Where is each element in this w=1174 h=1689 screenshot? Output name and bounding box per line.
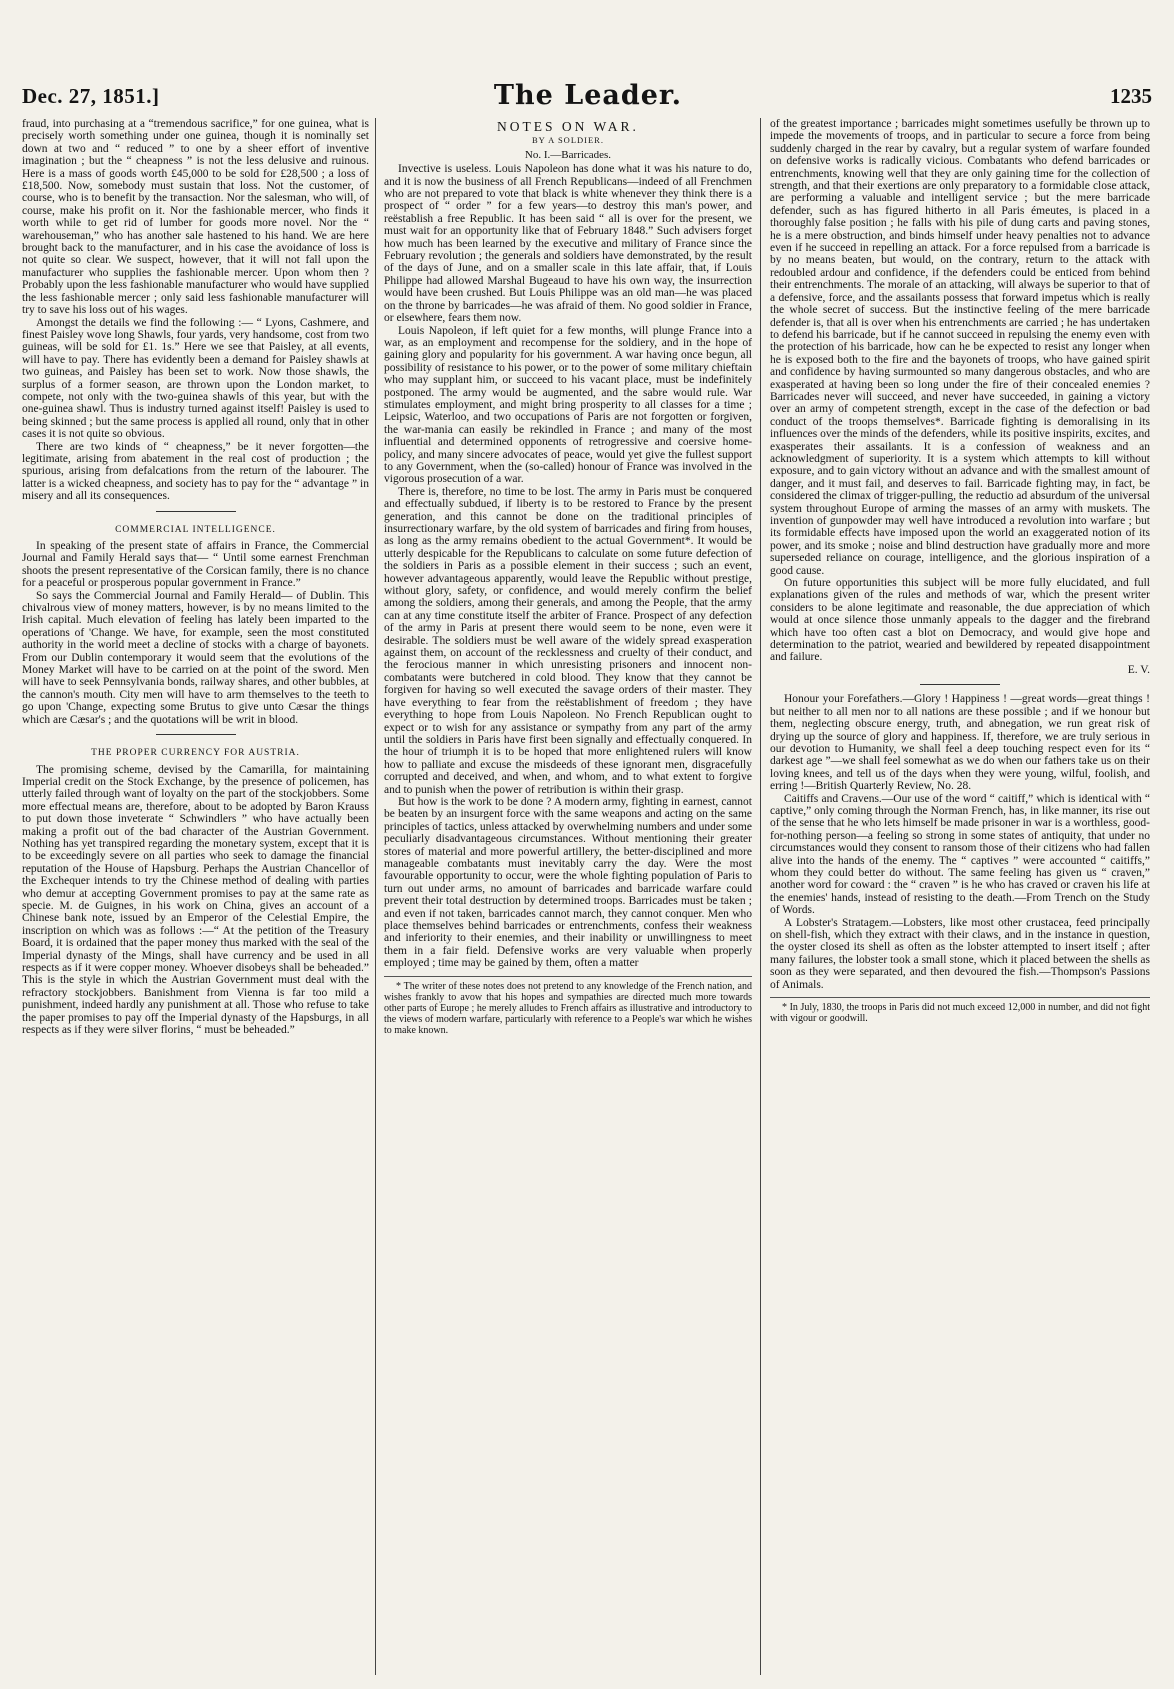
issue-date: Dec. 27, 1851.] (22, 84, 160, 108)
masthead (20, 80, 1156, 114)
paragraph: There are two kinds of “ cheapness,” be it never forgotten—the legitimate, arising from abatement in the real cost of production ; the spurious, arising from defalcations from the return of the labourer. The latter is a wicked cheapness, and society has to pay for the “ advantage ” in misery and all its consequences. (22, 440, 369, 503)
byline: BY A SOLDIER. (532, 135, 604, 146)
column-middle (375, 118, 761, 1675)
divider (156, 734, 236, 735)
page-number: 1235 (1110, 84, 1152, 108)
footnote (384, 976, 752, 1037)
paragraph: Invective is useless. Louis Napoleon has done what it was his nature to do, and it is now the business of all French Republicans—indeed of all Frenchmen who are not prepared to vote that black is white whenever they think there is a prospect of “ order ” for a few years—to destroy this man's power, and reëstablish a free Republic. It has been said “ all is over for the present, we must wait for an opportunity like that of February 1848.” Such advisers forget how much has been learned by the executive and military of France since the February revolution ; the generals and soldiers have demonstrated, by the result of the days of June, and on a smaller scale in this late affair, that, if Louis Philippe had allowed Marshal Bugeaud to have his own way, the insurrection would have been crushed. But Louis Philippe was an old man—he was placed on the throne by barricades—he was afraid of them. No good soldier in France, or elsewhere, fears them now. (384, 163, 752, 325)
signature: E. V. (1127, 663, 1150, 676)
paragraph: Amongst the details we find the following :— “ Lyons, Cashmere, and finest Paisley wove long Shawls, four yards, very handsome, cost from two guineas, will be sold for £1. 1s.” Here we see that Paisley, at all events, will have to pay. There has evidently been a demand for Paisley shawls at two guineas, and Paisley has been set to work. Now those shawls, the surplus of a former season, are thrown upon the London market, to compete, not only with the two-guinea shawls of this year, but with the one-guinea shawl. Thus is industry turned against itself! Paisley is used to being skinned ; but the same process is applied all round, only that in other cases it is not quite so obvious. (22, 316, 369, 441)
article-number: No. I.—Barricades. (524, 148, 612, 161)
column-left (20, 118, 375, 1675)
paragraph: fraud, into purchasing at a “tremendous sacrifice,” for one guinea, what is precisely worth something under one guinea, though it is nominally set down at two and “ reduced ” to one by a sheer effort of inventive imagination ; but the “ cheapness ” is not the less delusive and ruinous. Here is a mass of goods worth £45,000 to be sold for £28,500 ; a loss of £18,500. Now, somebody must sustain that loss. Not the customer, of course, who is to benefit by the transaction. Nor the salesman, who will, of course, make his profit on it. Nor the fashionable mercer, who finds it worth while to get rid of lumber for goods more novel. Nor the “ warehouseman,” who has another sale hastened to his hand. We are here brought back to the manufacturer, and in his case the avoidance of loss is not quite so clear. We suspect, however, that it will not fall upon the manufacturer who supplies the fashionable mercer. Upon whom then ? Probably upon the less fashionable manufacturer who would have supplied the less fashionable mercer ; only said less fashionable manufacturer will try to save his loss out of his wages. (22, 118, 369, 317)
columns (20, 118, 1156, 1675)
newspaper-title: The Leader. (493, 80, 683, 111)
article-title: NOTES ON WAR. (497, 119, 639, 134)
paragraph: The promising scheme, devised by the Camarilla, for maintaining Imperial credit on the Stock Exchange, by the presence of policemen, has utterly failed through want of loyalty on the part of the stockjobbers. Some more effectual means are, therefore, about to be adopted by Baron Krauss to put down those inveterate “ Schwindlers ” who have actually been making a profit out of the bad character of the Austrian Government. Nothing has yet transpired regarding the monetary system, except that it is to be exceedingly severe on all parties who seek to damage the financial reputation of the House of Hapsburg. Perhaps the Austrian Chancellor of the Exchequer intends to try the Chinese method of dealing with parties who demur at accepting Government promises to pay at the same rate as specie. M. de Guignes, in his work on China, gives an account of a Chinese bank note, issued by an Emperor of the Celestial Empire, the inscription on which was as follows :—“ At the petition of the Treasury Board, it is ordained that the paper money thus marked with the seal of the Imperial dynasty of the Mings, shall have currency and be used in all respects as if it were copper money. Whoever disobeys shall be beheaded.” This is the style in which the Austrian Government must deal with the refractory stockjobbers. Banishment from Vienna is far too mild a punishment, indeed hardly any punishment at all. Those who refuse to take the paper promises to pay off the Imperial dynasty of the Hapsburgs, in all respects as if they were silver florins, “ must be beheaded.” (22, 763, 369, 1037)
divider (156, 511, 236, 512)
paragraph: In speaking of the present state of affairs in France, the Commercial Journal and Family Herald says that— “ Until some earnest Frenchman shoots the present representative of the Corsican family, there is no chance for a peaceful or prosperous popular government in France.” (22, 540, 369, 590)
footnote-text: * In July, 1830, the troops in Paris did not much exceed 12,000 in number, and did not fight with vigour or goodwill. (770, 1002, 1150, 1025)
footnote (770, 997, 1150, 1024)
section-heading-currency: THE PROPER CURRENCY FOR AUSTRIA. (91, 748, 300, 759)
footnote-text: * The writer of these notes does not pretend to any knowledge of the French nation, and wishes frankly to avow that his hopes and sympathies are directed much more towards other parts of Europe ; he merely alludes to French affairs as illustrative and introductory to the views of modern warfare, particularly with reference to a People's war which he wishes to make known. (384, 980, 752, 1037)
paragraph: of the greatest importance ; barricades might sometimes usefully be thrown up to impede the movements of troops, and in particular to secure a force from being suddenly charged in the rear by cavalry, but a regular system of warfare founded on defensive works is radically vicious. Combatants who defend barricades or entrenchments, knowing well that they are only gaining time for the collection of strength, and that their exertions are only preparatory to a formidable close attack, are performing a valuable and intelligent service ; but the mere barricade defender, such as has figured hitherto in all Paris émeutes, is placed in a thoroughly false position ; he falls with his pile of dung carts and paving stones, he is a mere obstruction, and binds himself under heavy penalties not to advance even if he succeed in repelling an attack. For a force repulsed from a barricade is by no means beaten, but would, on the contrary, return to the attack with redoubled ardour and confidence, if the defenders could be enticed from behind their entrenchments. The morale of an attacking, will always be superior to that of a defensive, force, and the assailants possess that forward impetus which is really the whole secret of success. But the instinctive feeling of the mere barricade defender is, that all is over when his entrenchments are carried ; he has undertaken to defend his barricade, but if he cannot succeed in repulsing the enemy even with the protection of his barricade, how can he be expected to resist any longer when he is exposed both to the fire and the bayonets of troops, who have gained spirit and confidence by having surmounted so many dangerous obstacles, and who are exasperated at having been so long under the fire of their concealed enemies ? Barricades never will succeed, and never have succeeded, in gaining a victory over an army of competent strength, except in the case of the defection or bad conduct of the troops themselves*. Barricade fighting is demoralising in its influences over the minds of the defenders, while its positive inspirits, excites, and exasperates their assailants. It is a confession of weakness and an acknowledgment of superiority. It is a system which attempts to kill without exposure, and to gain victory without an advance and with the smallest amount of danger, and it must fail, and deserves to fail. Barricade fighting may, in fact, be considered the climax of trigger-pulling, the reductio ad absurdum of the universal system throughout Europe of arming the masses of an army with muskets. The invention of gunpowder may well have introduced a revolution into warfare ; but its formidable effects have imposed upon the world an exaggerated notion of its power, and its smoke ; noise and blind destruction have gradually more and more superseded reliance on courage, intelligence, and the glorious inspiration of a good cause. (770, 118, 1150, 577)
paragraph: But how is the work to be done ? A modern army, fighting in earnest, cannot be beaten by an insurgent force with the same weapons and acting on the same principles of tactics, unless attacked by overwhelming numbers and under some peculiarly disadvantageous circumstances. Without mentioning their greater stores of material and more powerful artillery, the better-disciplined and more manageable combatants must inevitably carry the day. Were the most favourable opportunity to occur, were the whole fighting population of Paris to turn out under arms, no amount of barricades and barricade warfare could prevent their total destruction by determined troops. Barricades must be taken ; and even if not taken, barricades cannot march, they cannot conquer. Men who place themselves behind barricades or entrenchments, confess their weakness and inferiority to their enemies, and their inability or unwillingness to meet them in a fair field. Defensive works are very valuable when properly employed ; time may be gained by them, often a matter (384, 795, 752, 970)
paragraph: On future opportunities this subject will be more fully elucidated, and full explanations given of the rules and methods of war, which the present writer considers to be alone legitimate and reasonable, the due appreciation of which would at once silence those unmanly appeals to the dagger and the firebrand which have too often cast a blot on Democracy, and would give hope and determination to the patriot, wearied and bewildered by repeated disappointment and failure. (770, 577, 1150, 664)
paragraph: Honour your Forefathers.—Glory ! Happiness ! —great words—great things ! but neither to all men nor to all nations are these possible ; and if we honour but them, neglecting obscure energy, truth, and abnegation, we run great risk of drying up the source of glory and happiness. If, therefore, we are truly serious in our devotion to Humanity, we shall feel a deep touching respect even for its “ darkest age ”—we shall feel somewhat as we do when our fathers take us on their loving knees, and tell us of the days when they were young, wilful, foolish, and erring !—British Quarterly Review, No. 28. (770, 693, 1150, 793)
section-heading-commercial: COMMERCIAL INTELLIGENCE. (115, 524, 276, 535)
paragraph: A Lobster's Stratagem.—Lobsters, like most other crustacea, feed principally on shell-fish, which they extract with their claws, and in the instance in question, the oyster closed its shell as often as the lobster attempted to insert itself ; after many failures, the lobster took a small stone, which it placed between the shells as soon as they were separated, and then devoured the fish.—Thompson's Passions of Animals. (770, 916, 1150, 991)
column-right (761, 118, 1156, 1675)
paragraph: Caitiffs and Cravens.—Our use of the word “ caitiff,” which is identical with “ captive,” only coming through the Norman French, has, in like manner, its rise out of the sense that he who lets himself be made prisoner in war is a worthless, good-for-nothing person—a feeling so strong in some states of antiquity, that under no circumstances would they consent to ransom those of their citizens who had fallen alive into the hands of the enemy. The “ captives ” were accounted “ caitiffs,” whom they could better do without. The same feeling has given us “ craven,” another word for coward : the “ craven ” is he who has craved or craven his life at the enemies' hands, instead of resisting to the death.—From Trench on the Study of Words. (770, 792, 1150, 917)
paragraph: Louis Napoleon, if left quiet for a few months, will plunge France into a war, as an employment and recompense for the soldiery, and in the hope of gaining glory and popularity for his government. A war having once begun, all possibility of resistance to his power, or to the power of some military chieftain who may supplant him, or succeed to his vacant place, must be indefinitely postponed. The army would be augmented, and the sabre would rule. War stimulates employment, and might bring prosperity to all classes for a time ; Leipsic, Waterloo, and two occupations of Paris are not forgotten or forgiven, the war-mania can easily be rekindled in France ; and many of the most influential and determined opponents of retrogressive and coersive home-policy, and many sincere advocates of peace, would yet give the fullest support to any Government, when the (so-called) honour of France was involved in the vigorous prosecution of a war. (384, 324, 752, 486)
divider (920, 684, 1000, 685)
paragraph: So says the Commercial Journal and Family Herald— of Dublin. This chivalrous view of money matters, however, is by no means limited to the Irish capital. Much elevation of feeling has lately been imparted to the operations of 'Change. We have, for example, seen the most constituted authority in the world meet a decline of stocks with a charge of bayonets. From our Dublin contemporary it would seem that the evolutions of the Money Market will have to be carried on at the point of the sword. Men will have to seek Pennsylvania bonds, railway shares, and other bubbles, at the cannon's mouth. City men will have to arm themselves to the teeth to go upon 'Change, expecting some Brutus to give unto Cæsar the things which are Cæsar's ; and the quotations will be writ in blood. (22, 589, 369, 726)
paragraph: There is, therefore, no time to be lost. The army in Paris must be conquered and effectually subdued, if liberty is to be restored to France by the present generation, and this cannot be done on the traditional principles of insurrectionary warfare, by the old system of barricades and firing from houses, as long as the army remains obedient to the actual Government*. It would be utterly despicable for the Republicans to calculate on some future defection of the soldiers in Paris as a possible element in their success ; such an event, however advantageous apparently, would leave the Republic without prestige, without glory, safety, or confidence, and would merely confirm the belief among the soldiers, among their generals, and among the People, that the army can at any time constitute itself the arbiter of France. Prospect of any defection of the army in Paris at present there would seem to be none, even were it desirable. The soldiers must be well aware of the widely spread exasperation against them, on account of the recklessness and cruelty of their conduct, and the ferocious manner in which unresisting prisoners and innocent non-combatants were butchered in cold blood. They know that they cannot be forgiven for having so well executed the savage orders of their master. They have everything to fear from the reëstablishment of freedom ; they have everything to hope from Louis Napoleon. No French Republican ought to expect or to wish for any assistance or sympathy from any part of the army until the soldiers in Paris have first been signally and effectually conquered. In the hour of triumph it is to be hoped that more enlightened rulers will know how to palliate and excuse the misdeeds of these ignorant men, disgracefully corrupted and deceived, and when, and whom, and to what extent to forgive and to punish when the power of retribution is within their grasp. (384, 485, 752, 796)
